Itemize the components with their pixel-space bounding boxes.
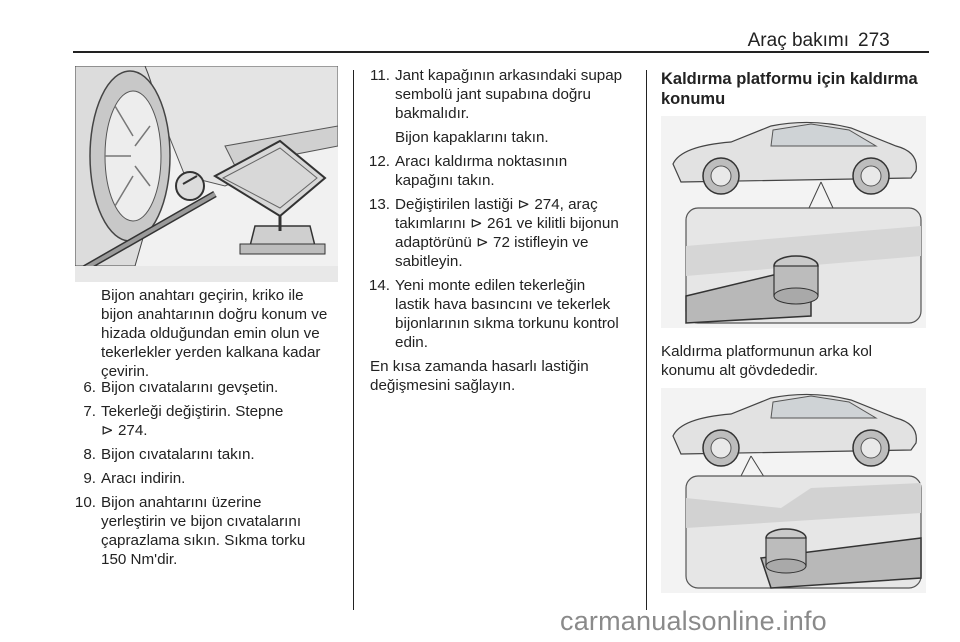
list-item	[365, 195, 645, 271]
step-text: kapağını takın.	[395, 172, 495, 189]
page-number: 273	[858, 30, 890, 51]
step-number: 6.	[83, 379, 96, 396]
column-divider-right	[646, 70, 647, 610]
step-text: yerleştirin ve bijon cıvatalarını	[101, 513, 302, 530]
step-text: takımlarını ⊳ 261 ve kilitli bijonun	[395, 215, 619, 232]
step-number: 7.	[83, 403, 96, 420]
step-text: sembolü jant supabına doğru	[395, 86, 591, 103]
step-number: 11.	[370, 67, 390, 84]
lift-point-rear-illustration	[661, 388, 926, 593]
heading-line: Kaldırma platformu için kaldırma	[661, 70, 918, 88]
section-title: Araç bakımı	[747, 30, 849, 51]
closing-line: değişmesini sağlayın.	[370, 377, 516, 394]
step-text: lastik hava basıncını ve tekerlek	[395, 296, 611, 313]
step-text: bijonlarının sıkma torkunu kontrol	[395, 315, 619, 332]
lift-point-caption	[661, 342, 951, 380]
watermark-text: carmanualsonline.info	[560, 606, 827, 636]
list-item	[71, 402, 351, 440]
step-text: Bijon cıvatalarını takın.	[101, 446, 255, 463]
step-text: Yeni monte edilen tekerleğin	[395, 277, 586, 294]
section-heading	[661, 69, 951, 109]
middle-steps-list	[365, 66, 645, 400]
caption-line: bijon anahtarının doğru konum ve	[101, 306, 328, 323]
left-steps-list	[71, 378, 351, 574]
step-number: 8.	[83, 446, 96, 463]
list-item	[71, 445, 351, 464]
list-item	[71, 469, 351, 488]
step-number: 13.	[368, 196, 390, 213]
step-text: Değiştirilen lastiği ⊳ 274, araç	[395, 196, 598, 213]
list-item	[365, 66, 645, 147]
closing-paragraph	[365, 357, 645, 395]
step-text: ⊳ 274.	[101, 422, 148, 439]
step-text: sabitleyin.	[395, 253, 463, 270]
list-item	[71, 493, 351, 569]
list-item	[365, 152, 645, 190]
step-text: Aracı indirin.	[101, 470, 186, 487]
jack-wrench-illustration	[75, 66, 338, 282]
caption-line: konumu alt gövdededir.	[661, 362, 819, 379]
step-number: 12.	[368, 153, 390, 170]
header-rule	[73, 51, 929, 53]
caption-line: tekerlekler yerden kalkana kadar	[101, 344, 321, 361]
caption-line: hizada olduğundan emin olun ve	[101, 325, 320, 342]
step-text: edin.	[395, 334, 428, 351]
step-extra-text: Bijon kapaklarını takın.	[395, 129, 549, 146]
column-divider-left	[353, 70, 354, 610]
step-number: 9.	[83, 470, 96, 487]
step-text: bakmalıdır.	[395, 105, 470, 122]
step-text: Jant kapağının arkasındaki supap	[395, 67, 623, 84]
caption-line: Kaldırma platformunun arka kol	[661, 343, 873, 360]
jack-caption	[101, 286, 351, 381]
closing-line: En kısa zamanda hasarlı lastiğin	[370, 358, 589, 375]
step-text: 150 Nm'dir.	[101, 551, 178, 568]
list-item	[365, 276, 645, 352]
caption-line: Bijon anahtarı geçirin, kriko ile	[101, 287, 304, 304]
step-number: 10.	[74, 494, 96, 511]
step-text: Tekerleği değiştirin. Stepne	[101, 403, 284, 420]
step-text: Bijon anahtarını üzerine	[101, 494, 262, 511]
step-text: Aracı kaldırma noktasının	[395, 153, 568, 170]
step-text: Bijon cıvatalarını gevşetin.	[101, 379, 279, 396]
step-text: çaprazlama sıkın. Sıkma torku	[101, 532, 306, 549]
heading-line: konumu	[661, 90, 726, 108]
lift-point-front-illustration	[661, 116, 926, 328]
list-item	[71, 378, 351, 397]
caption-line: çevirin.	[101, 363, 150, 380]
step-number: 14.	[368, 277, 390, 294]
step-text: adaptörünü ⊳ 72 istifleyin ve	[395, 234, 589, 251]
